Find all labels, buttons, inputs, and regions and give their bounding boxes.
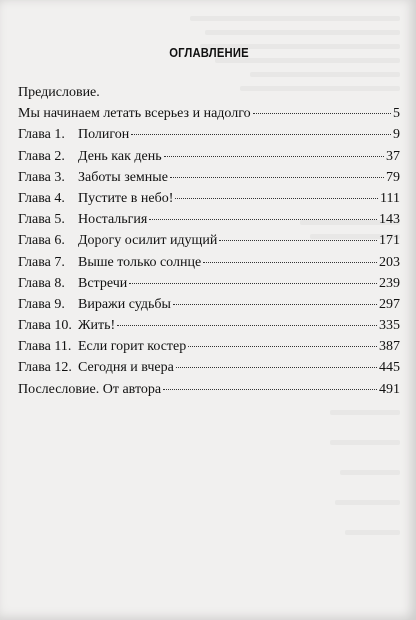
- chapter-number: Глава 2.: [18, 148, 65, 164]
- chapter-number: Глава 11.: [18, 339, 72, 355]
- page-number: 143: [379, 212, 400, 228]
- page-number: 171: [379, 233, 400, 249]
- chapter-title: Заботы земные: [78, 169, 168, 185]
- dot-leader: [173, 304, 377, 305]
- toc-entry: [18, 146, 400, 167]
- dot-leader: [175, 198, 378, 199]
- dot-leader: [188, 346, 377, 347]
- chapter-title: Если горит костер: [78, 339, 187, 355]
- chapter-title: Послесловие. От автора: [18, 381, 162, 397]
- chapter-number: Глава 9.: [18, 296, 65, 312]
- chapter-number: Глава 3.: [18, 169, 65, 185]
- page-number: 9: [393, 127, 400, 143]
- chapter-title: Сегодня и вчера: [78, 360, 174, 376]
- chapter-number: Глава 1.: [18, 127, 65, 143]
- chapter-number: Глава 7.: [18, 254, 65, 270]
- dot-leader: [164, 156, 384, 157]
- preface-heading: Предисловие.: [18, 85, 100, 100]
- toc-entry: [18, 379, 400, 400]
- table-of-contents: [18, 46, 400, 400]
- chapter-title: Пустите в небо!: [78, 190, 174, 206]
- page-number: 79: [386, 169, 400, 185]
- preface-heading-row: [18, 82, 400, 103]
- page-number: 445: [379, 360, 400, 376]
- dot-leader: [163, 389, 377, 390]
- toc-entry: [18, 357, 400, 378]
- page-number: 335: [379, 318, 400, 334]
- chapter-title: Ностальгия: [78, 212, 148, 228]
- toc-entry: [18, 124, 400, 145]
- dot-leader: [131, 134, 391, 135]
- toc-entry: [18, 252, 400, 273]
- dot-leader: [149, 219, 377, 220]
- dot-leader: [203, 262, 377, 263]
- dot-leader: [170, 177, 384, 178]
- page-number: 239: [379, 275, 400, 291]
- page-number: 491: [379, 381, 400, 397]
- page-number: 111: [380, 190, 400, 206]
- chapter-number: Глава 8.: [18, 275, 65, 291]
- toc-entry: [18, 294, 400, 315]
- chapter-number: Глава 6.: [18, 233, 65, 249]
- page-number: 203: [379, 254, 400, 270]
- toc-title: ОГЛАВЛЕНИЕ: [169, 46, 249, 60]
- page-number: 297: [379, 296, 400, 312]
- dot-leader: [117, 325, 377, 326]
- chapter-number: Глава 5.: [18, 212, 65, 228]
- toc-entry: [18, 336, 400, 357]
- chapter-title: Встречи: [78, 275, 128, 291]
- page-number: 37: [386, 148, 400, 164]
- chapter-title: День как день: [78, 148, 162, 164]
- chapter-number: Глава 4.: [18, 190, 65, 206]
- chapter-title: Жить!: [78, 318, 116, 334]
- chapter-title: Выше только солнце: [78, 254, 202, 270]
- dot-leader: [253, 113, 391, 114]
- dot-leader: [219, 240, 377, 241]
- chapter-title: Виражи судьбы: [78, 296, 171, 312]
- page-number: 387: [379, 339, 400, 355]
- chapter-title: Полигон: [78, 127, 130, 143]
- toc-list: [18, 103, 400, 400]
- toc-entry: [18, 315, 400, 336]
- toc-entry: [18, 230, 400, 251]
- toc-entry: [18, 167, 400, 188]
- chapter-title: Мы начинаем летать всерьез и надолго: [18, 106, 251, 122]
- chapter-number: Глава 12.: [18, 360, 72, 376]
- dot-leader: [129, 283, 377, 284]
- chapter-title: Дорогу осилит идущий: [78, 233, 218, 249]
- chapter-number: Глава 10.: [18, 318, 72, 334]
- dot-leader: [176, 367, 377, 368]
- toc-entry: [18, 209, 400, 230]
- toc-entry: [18, 103, 400, 124]
- page-number: 5: [393, 106, 400, 122]
- toc-entry: [18, 273, 400, 294]
- toc-entry: [18, 188, 400, 209]
